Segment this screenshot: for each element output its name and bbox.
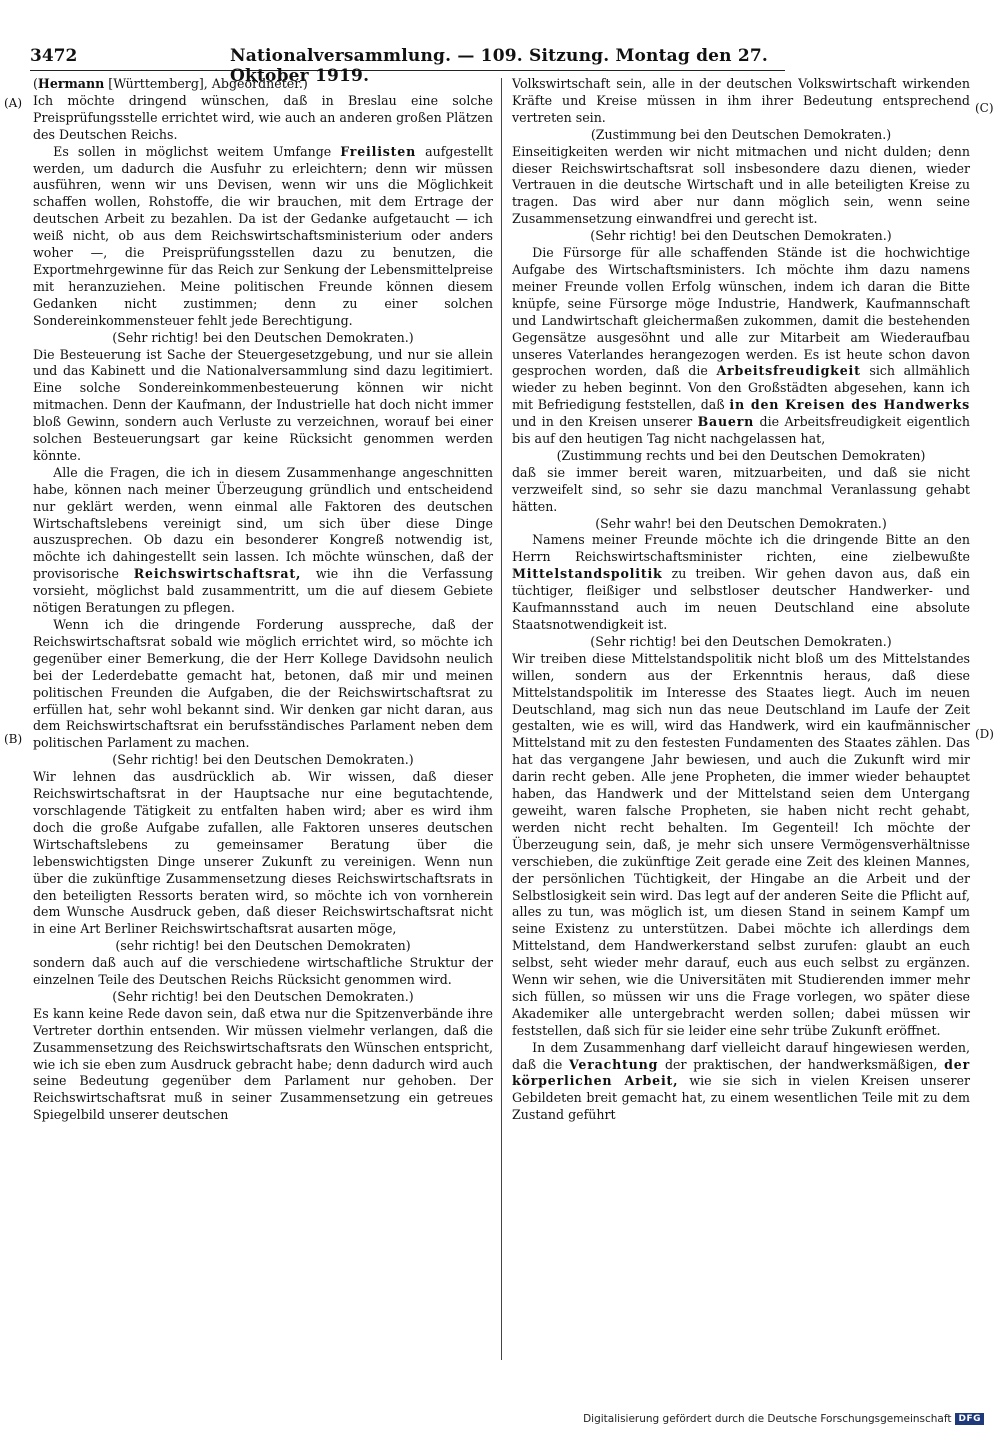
paragraph: Die Fürsorge für alle schaffenden Stände ist die hochwichtige Aufgabe des Wirtschaftsministers. Ich möchte ihm dazu namens meiner Freunde vollen Erfolg wünschen, indem ich daran die Bitte knüpfe, seine Fürsorge möge Industrie, Handwerk, Kaufmannschaft und Landwirtschaft gleichermaßen zukommen, damit die bestehenden Gegensätze ausgesöhnt und alle zur Mitarbeit am Wiederaufbau unseres Vaterlandes herangezogen werden. Es ist heute schon davon gesprochen worden, daß die Arbeitsfreudigkeit sich allmählich wieder zu heben beginnt. Von den Großstädten abgesehen, kann ich mit Befriedigung feststellen, daß in den Kreisen des Handwerks und in den Kreisen unserer Bauern die Arbeitsfreudigkeit eigentlich bis auf den heutigen Tag nicht nachgelassen hat,	[512, 245, 971, 447]
reaction: (Sehr richtig! bei den Deutschen Demokraten.)	[590, 228, 892, 244]
reaction: (Sehr richtig! bei den Deutschen Demokraten.)	[112, 752, 414, 768]
speaker-name: Hermann	[37, 76, 105, 91]
margin-mark-b: (B)	[4, 732, 23, 746]
paragraph: Es sollen in möglichst weitem Umfange Freilisten aufgestellt werden, um dadurch die Ausfuhr zu erleichtern; denn wir müssen ausführen, wenn wir uns Devisen, wenn wir uns die Möglichkeit schaffen wollen, Rohstoffe, die wir brauchen, mit dem Ertrage der deutschen Arbeit zu bezahlen. Da ist der Gedanke aufgetaucht — ich weiß nicht, ob aus dem Reichswirtschaftsministerium oder anders woher —, die Preisprüfungsstellen dazu zu benutzen, die Exportmehrgewinne für das Reich zur Senkung der Lebensmittelpreise mit heranzuziehen. Meine politischen Freunde können diesem Gedanken nicht zustimmen; denn zu einer solchen Sondereinkommensteuer fehlt jede Berechtigung.	[33, 143, 493, 328]
digitization-credit	[583, 1412, 984, 1426]
column-divider	[501, 78, 502, 1360]
paragraph: Wir treiben diese Mittelstandspolitik nicht bloß um des Mittelstandes willen, sondern aus der Erkenntnis heraus, daß diese Mittelstandspolitik im Interesse des Staates liegt. Auch im neuen Deutschland, mag sich nun das neue Deutschland im Laufe der Zeit gestalten, wie es will, wird das Handwerk, wird ein kaufmännischer Mittelstand mit zu den festesten Fundamenten des Staates zählen. Das hat das vergangene Jahr bewiesen, und auch die Zukunft wird mir darin recht geben. Alle jene Propheten, die immer wieder behauptet haben, das Handwerk und der Mittelstand seien dem Untergang geweiht, waren falsche Propheten, sie haben nicht recht gehabt, werden nicht recht behalten. Im Gegenteil! Ich möchte der Überzeugung sein, daß, je mehr sich unsere Vermögensverhältnisse verschieben, die zukünftige Zeit gerade eine Zeit des kleinen Mannes, der persönlichen Tüchtigkeit, der Hingabe an die Arbeit und der Selbstlosigkeit sein wird. Das legt auf der anderen Seite die Pflicht auf, alles zu tun, was möglich ist, um diesen Stand in seinem Kampf um seine Existenz zu unterstützen. Dabei möchte ich allerdings dem Mittelstand, dem Handwerkerstand selbst zurufen: glaubt an euch selbst, seht wieder mehr darauf, euch aus euch selbst zu ergänzen. Wenn wir sehen, wie die Universitäten mit Studierenden immer mehr sich füllen, so müssen wir uns die Frage vorlegen, wo später diese Akademiker alle untergebracht werden sollen; dabei müssen wir feststellen, daß sich für sie leider eine sehr trübe Zukunft eröffnet.	[512, 650, 970, 1038]
paragraph: Es kann keine Rede davon sein, daß etwa nur die Spitzenverbände ihre Vertreter dorthin entsenden. Wir müssen vielmehr verlangen, daß die Zusammensetzung des Reichswirtschaftsrats den Wünschen entspricht, wie ich sie eben zum Ausdruck gebracht habe; denn dadurch wird auch seine Bedeutung gegenüber dem Parlament nur gehoben. Der Reichswirtschaftsrat muß in seiner Zusammensetzung ein getreues Spiegelbild unserer deutschen	[33, 1005, 493, 1123]
emphasis-reichswirtschaftsrat: Reichswirtschaftsrat,	[133, 566, 302, 582]
emphasis-koerperliche-arbeit: der körperlichen Arbeit,	[512, 1056, 971, 1089]
margin-mark-c: (C)	[975, 101, 994, 115]
emphasis-verachtung: Verachtung	[569, 1056, 659, 1072]
emphasis-handwerk: in den Kreisen des Handwerks	[729, 397, 970, 413]
left-column	[33, 76, 493, 1124]
paragraph: Volkswirtschaft sein, alle in der deutschen Volkswirtschaft wirkenden Kräfte und Kreise müssen in ihm ihrer Bedeutung entsprechend vertreten sein.	[512, 76, 970, 125]
dfg-logo-icon: DFG	[955, 1413, 984, 1425]
credit-text: Digitalisierung gefördert durch die Deutsche Forschungsgemeinschaft	[583, 1413, 952, 1425]
reaction: (Zustimmung bei den Deutschen Demokraten.)	[590, 126, 892, 142]
emphasis-mittelstandspolitik: Mittelstandspolitik	[512, 566, 663, 582]
paragraph: Alle die Fragen, die ich in diesem Zusammenhange angeschnitten habe, können nach meiner Überzeugung gründlich und entscheidend nur geklärt werden, wenn einmal alle Faktoren des deutschen Wirtschaftslebens vereinigt sind, um sich über diese Dinge auszusprechen. Ob dazu ein besonderer Kongreß notwendig ist, möchte ich dahingestellt sein lassen. Ich möchte wünschen, daß der provisorische Reichswirtschaftsrat, wie ihn die Verfassung vorsieht, möglichst bald zusammentritt, um die auf diesem Gebiete nötigen Beratungen zu pflegen.	[33, 464, 494, 616]
right-column	[512, 76, 970, 1124]
reaction: (Zustimmung rechts und bei den Deutschen Demokraten)	[556, 447, 926, 463]
paragraph: daß sie immer bereit waren, mitzuarbeiten, und daß sie nicht verzweifelt sind, so sehr sie dazu manchmal Veranlassung gehabt hätten.	[512, 464, 970, 514]
emphasis-bauern: Bauern	[697, 414, 755, 430]
reaction: (Sehr wahr! bei den Deutschen Demokraten.)	[595, 515, 887, 531]
reaction: (Sehr richtig! bei den Deutschen Demokraten.)	[112, 988, 414, 1004]
reaction: (sehr richtig! bei den Deutschen Demokraten)	[115, 938, 411, 954]
page-number: 3472	[30, 46, 78, 66]
margin-mark-a: (A)	[4, 96, 23, 110]
emphasis-freilisten: Freilisten	[340, 143, 417, 159]
speaker-line: (Hermann [Württemberg], Abgeordneter.)	[33, 76, 308, 91]
reaction: (Sehr richtig! bei den Deutschen Demokraten.)	[590, 633, 892, 649]
paragraph: Namens meiner Freunde möchte ich die dringende Bitte an den Herrn Reichswirtschaftsminister richten, eine zielbewußte Mittelstandspolitik zu treiben. Wir gehen davon aus, daß ein tüchtiger, fleißiger und selbstloser deutscher Handwerker- und Kaufmannsstand auch im neuen Deutschland eine absolute Staatsnotwendigkeit ist.	[512, 532, 970, 632]
paragraph: Die Besteuerung ist Sache der Steuergesetzgebung, und nur sie allein und das Kabinett und die Nationalversammlung sind dazu legitimiert. Eine solche Sondereinkommenbesteuerung können wir nicht mitmachen. Denn der Kaufmann, der Industrielle hat doch nicht immer bloß Gewinn, sondern auch Verluste zu verzeichnen, worauf bei einer solchen Besteuerungsart gar keine Rücksicht genommen werden könnte.	[33, 346, 493, 463]
running-title: Nationalversammlung. — 109. Sitzung. Montag den 27. Oktober 1919.	[230, 46, 769, 86]
paragraph: Einseitigkeiten werden wir nicht mitmachen und nicht dulden; denn dieser Reichswirtschaftsrat soll insbesondere dazu dienen, wieder Vertrauen in die deutsche Wirtschaft und in alle beteiligten Kreise zu tragen. Das wird aber nur dann möglich sein, wenn seine Zusammensetzung einwandfrei und gerecht ist.	[512, 143, 970, 227]
paragraph: In dem Zusammenhang darf vielleicht darauf hingewiesen werden, daß die Verachtung der praktischen, der handwerksmäßigen, der körperlichen Arbeit, wie sie sich in vielen Kreisen unserer Gebildeten breit gemacht hat, zu einem wesentlichen Teile mit zu dem Zustand geführt	[512, 1039, 971, 1123]
reaction: (Sehr richtig! bei den Deutschen Demokraten.)	[112, 329, 414, 345]
paragraph: Wir lehnen das ausdrücklich ab. Wir wissen, daß dieser Reichswirtschaftsrat in der Hauptsache nur eine begutachtende, vorschlagende Tätigkeit zu entfalten haben wird; aber es wird ihm doch die große Aufgabe zufallen, alle Faktoren unseres deutschen Wirtschaftslebens zu gemeinsamer Beratung über die lebenswichtigsten Dinge unserer Zukunft zu vereinigen. Wenn nun über die zukünftige Zusammensetzung dieses Reichswirtschaftsrats in den beteiligten Ressorts beraten wird, so möchte ich von vornherein dem Wunsche Ausdruck geben, daß dieser Reichswirtschaftsrat nicht in eine Art Berliner Reichswirtschaftsrat ausarten möge,	[33, 769, 493, 937]
margin-mark-d: (D)	[975, 727, 994, 741]
speaker-role: [Württemberg], Abgeordneter.)	[108, 76, 308, 91]
paragraph: Wenn ich die dringende Forderung ausspreche, daß der Reichswirtschaftsrat sobald wie möglich errichtet wird, so möchte ich gegenüber einer Bemerkung, die der Herr Kollege Davidsohn neulich bei der Lederdebatte gemacht hat, betonen, daß mir und meinen politischen Freunden die Aufgaben, die der Reichswirtschaftsrat zu erfüllen hat, sehr wohl bekannt sind. Wir denken gar nicht daran, aus dem Reichswirtschaftsrat ein berufsständisches Parlament neben dem politischen Parlament zu machen.	[33, 617, 493, 751]
paragraph: Ich möchte dringend wünschen, daß in Breslau eine solche Preisprüfungsstelle errichtet wird, wie auch an anderen großen Plätzen des Deutschen Reichs.	[33, 92, 493, 142]
emphasis-arbeitsfreudigkeit: Arbeitsfreudigkeit	[716, 363, 861, 379]
paragraph: sondern daß auch auf die verschiedene wirtschaftliche Struktur der einzelnen Teile des Deutschen Reichs Rücksicht genommen wird.	[33, 955, 493, 988]
